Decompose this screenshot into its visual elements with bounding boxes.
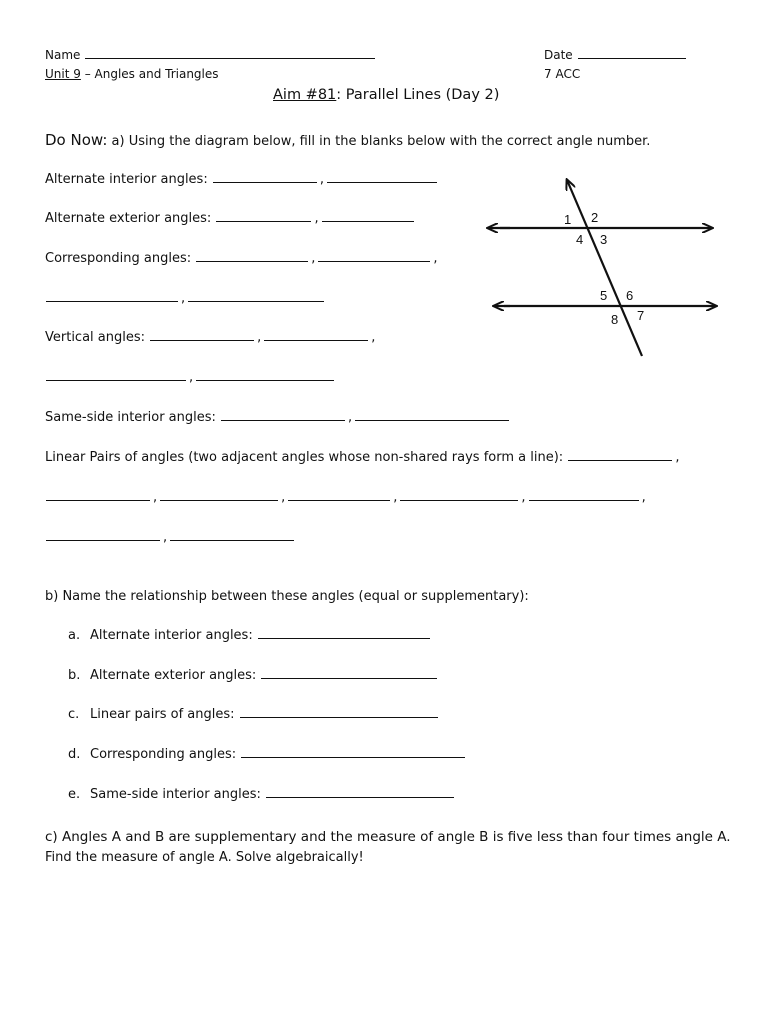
answer-blank[interactable]: [240, 716, 438, 718]
item-label: Alternate interior angles:: [90, 628, 253, 643]
date-label: Date: [544, 48, 573, 62]
alt-interior-label: Alternate interior angles:: [45, 172, 208, 187]
angle-label: 2: [591, 210, 599, 225]
angle-label: 4: [576, 232, 584, 247]
date-row: [544, 48, 687, 62]
vertical-row-2: ,: [45, 370, 335, 385]
angle-label: 7: [637, 308, 645, 323]
answer-blank[interactable]: [266, 796, 454, 798]
linear-pairs-row: Linear Pairs of angles (two adjacent angles whose non-shared rays form a line): ,: [45, 450, 680, 465]
answer-blank[interactable]: [241, 756, 465, 758]
answer-blank[interactable]: [258, 637, 430, 639]
corresponding-row-2: ,: [45, 291, 325, 306]
answer-blank[interactable]: [221, 419, 345, 421]
item-label: Corresponding angles:: [90, 747, 237, 762]
name-row: [45, 48, 376, 62]
alt-interior-row: Alternate interior angles: ,: [45, 172, 438, 187]
answer-blank[interactable]: [150, 339, 254, 341]
part-b-item: [68, 787, 455, 802]
do-now-label: Do Now:: [45, 131, 108, 149]
aim-topic: : Parallel Lines (Day 2): [336, 87, 500, 103]
answer-blank[interactable]: [46, 499, 150, 501]
item-label: Alternate exterior angles:: [90, 668, 257, 683]
unit-topic: – Angles and Triangles: [80, 67, 219, 81]
answer-blank[interactable]: [46, 300, 178, 302]
answer-blank[interactable]: [318, 260, 430, 262]
alt-exterior-label: Alternate exterior angles:: [45, 211, 212, 226]
answer-blank[interactable]: [46, 539, 160, 541]
part-b-item: [68, 628, 431, 643]
answer-blank[interactable]: [46, 379, 186, 381]
answer-blank[interactable]: [355, 419, 509, 421]
item-label: Linear pairs of angles:: [90, 707, 235, 722]
vertical-label: Vertical angles:: [45, 330, 146, 345]
same-side-row: Same-side interior angles: ,: [45, 410, 510, 425]
item-number: a.: [68, 628, 81, 643]
answer-blank[interactable]: [400, 499, 518, 501]
vertical-row: Vertical angles: , ,: [45, 330, 376, 345]
answer-blank[interactable]: [213, 181, 317, 183]
date-blank[interactable]: [578, 57, 686, 59]
answer-blank[interactable]: [160, 499, 278, 501]
page-title: [273, 87, 499, 103]
part-b-item: [68, 747, 466, 762]
unit-row: [45, 67, 219, 81]
angle-label: 1: [564, 212, 572, 227]
item-number: c.: [68, 707, 80, 722]
angle-label: 5: [600, 288, 608, 303]
item-number: d.: [68, 747, 81, 762]
linear-pairs-row-3: ,: [45, 530, 295, 545]
unit-label: Unit 9: [45, 67, 81, 81]
answer-blank[interactable]: [529, 499, 639, 501]
transversal-line: [567, 180, 645, 356]
answer-blank[interactable]: [170, 539, 294, 541]
aim-number: Aim #81: [273, 87, 337, 103]
item-label: Same-side interior angles:: [90, 787, 261, 802]
answer-blank[interactable]: [216, 220, 311, 222]
same-side-label: Same-side interior angles:: [45, 410, 216, 425]
name-blank[interactable]: [85, 57, 375, 59]
do-now-row: [45, 130, 650, 149]
class-label: 7 ACC: [544, 67, 581, 81]
parallel-lines-diagram: [480, 170, 730, 370]
part-b-item: [68, 707, 439, 722]
answer-blank[interactable]: [288, 499, 390, 501]
part-b-item: [68, 668, 438, 683]
answer-blank[interactable]: [196, 379, 334, 381]
linear-pairs-label: Linear Pairs of angles (two adjacent angles whose non-shared rays form a line):: [45, 450, 564, 465]
alt-exterior-row: Alternate exterior angles: ,: [45, 211, 415, 226]
part-b-instruction: b) Name the relationship between these angles (equal or supplementary):: [45, 589, 529, 604]
item-number: b.: [68, 668, 81, 683]
answer-blank[interactable]: [568, 459, 672, 461]
name-label: Name: [45, 48, 81, 62]
answer-blank[interactable]: [322, 220, 414, 222]
answer-blank[interactable]: [264, 339, 368, 341]
angle-label: 8: [611, 312, 619, 327]
corresponding-label: Corresponding angles:: [45, 251, 192, 266]
angle-label: 3: [600, 232, 608, 247]
answer-blank[interactable]: [196, 260, 308, 262]
do-now-instruction: a) Using the diagram below, fill in the blanks below with the correct angle number.: [107, 134, 651, 149]
part-c-line-2: Find the measure of angle A. Solve algebraically!: [45, 850, 364, 865]
corresponding-row: Corresponding angles: , ,: [45, 251, 438, 266]
item-number: e.: [68, 787, 81, 802]
linear-pairs-row-2: , , , , ,: [45, 490, 648, 505]
answer-blank[interactable]: [327, 181, 437, 183]
answer-blank[interactable]: [188, 300, 324, 302]
answer-blank[interactable]: [261, 677, 437, 679]
part-c-line-1: c) Angles A and B are supplementary and the measure of angle B is five less than four times angle A.: [45, 829, 731, 845]
angle-label: 6: [626, 288, 634, 303]
